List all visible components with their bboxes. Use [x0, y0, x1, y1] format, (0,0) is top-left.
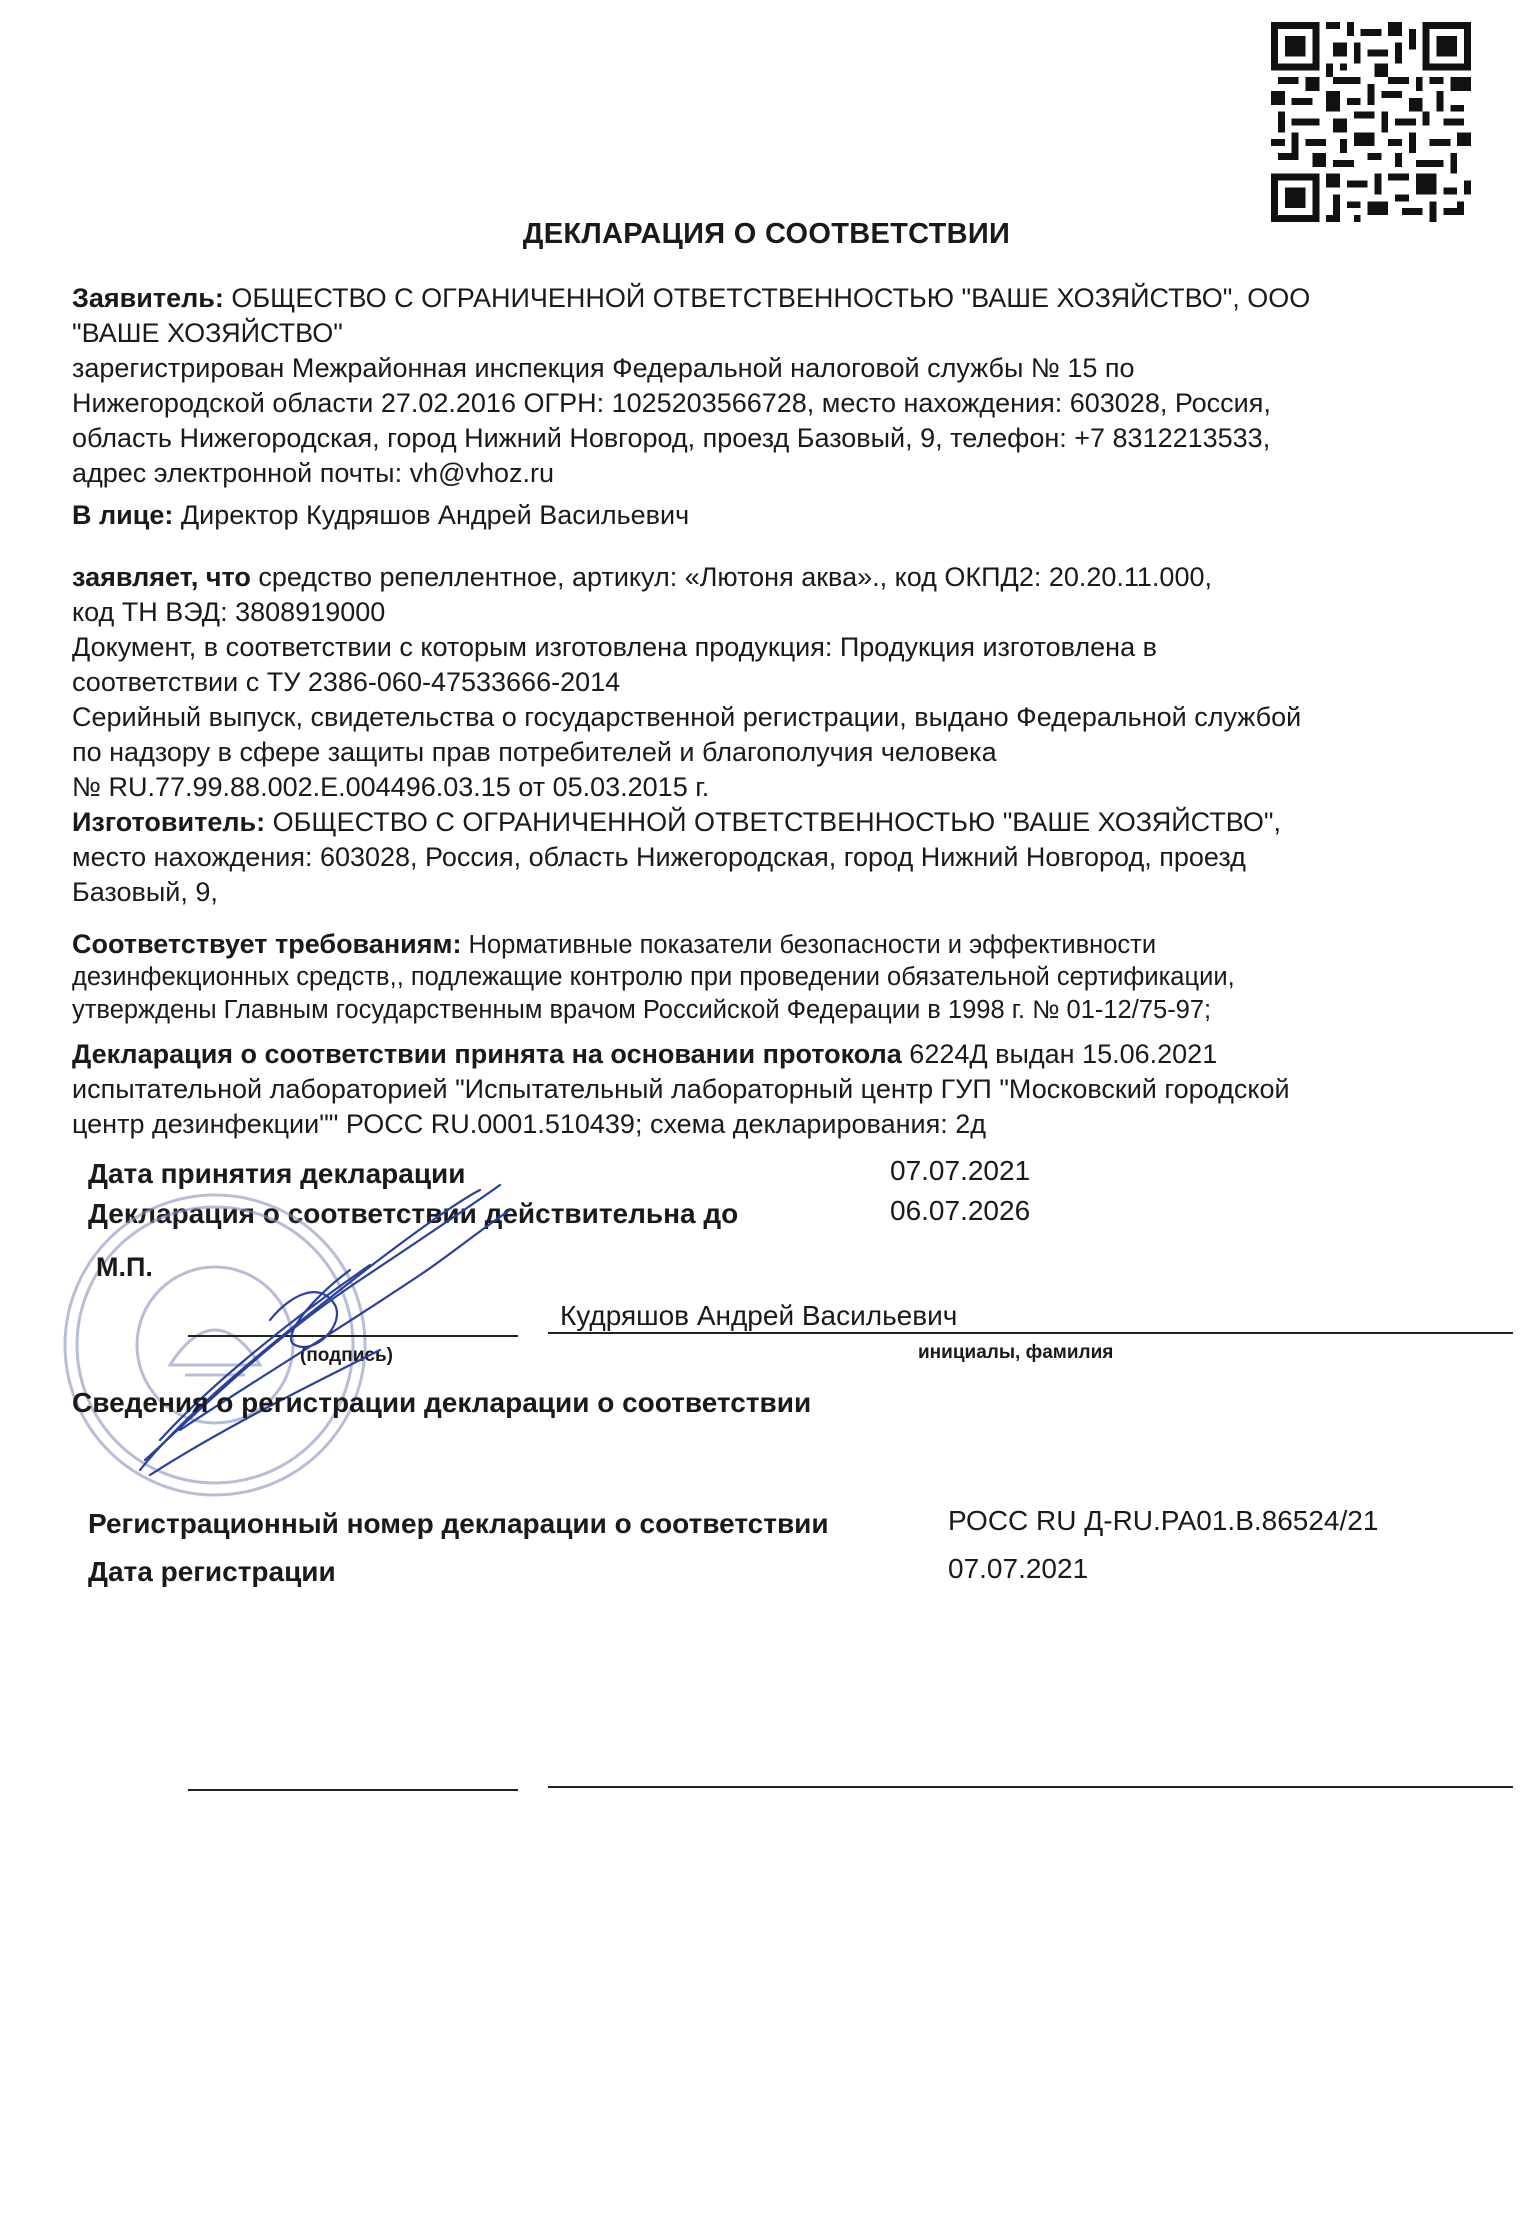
applicant-line-4: Нижегородской области 27.02.2016 ОГРН: 1025203566728, место нахождения: 603028, Россия,	[72, 388, 1271, 418]
protocol-number: 6224Д выдан 15.06.2021	[909, 1039, 1218, 1069]
requirements-text: Нормативные показатели безопасности и эффективности	[468, 931, 1157, 959]
registration-date-value: 07.07.2021	[948, 1553, 1089, 1584]
declares-label: заявляет, что	[72, 562, 251, 592]
qr-code-icon	[1270, 22, 1472, 222]
basis-label: Декларация о соответствии принята на основании протокола	[72, 1039, 902, 1069]
registration-number-label-text: Регистрационный номер декларации о соответствии	[88, 1508, 829, 1539]
person-label: В лице:	[72, 500, 174, 530]
requirements-line-3: утверждены Главным государственным врачом Российской Федерации в 1998 г. № 01-12/75-97;	[72, 996, 1212, 1024]
name-caption: инициалы, фамилия	[918, 1342, 1114, 1363]
requirements-line-1	[72, 927, 1492, 962]
declares-line-1	[72, 560, 1492, 596]
applicant-line-1	[72, 281, 1492, 317]
declares-line-4: соответствии с ТУ 2386-060-47533666-2014	[72, 667, 621, 697]
name-line	[548, 1332, 1513, 1334]
declares-line-2: код ТН ВЭД: 3808919000	[72, 597, 386, 627]
manufacturer-line-1	[72, 805, 1492, 841]
basis-line-3: центр дезинфекции"" РОСС RU.0001.510439; схема декларирования: 2д	[72, 1109, 986, 1139]
registration-date-label-text: Дата регистрации	[88, 1556, 336, 1587]
basis-line-1	[72, 1037, 1492, 1073]
declares-line-6: по надзору в сфере защиты прав потребителей и благополучия человека	[72, 737, 997, 767]
valid-until-value: 06.07.2026	[890, 1195, 1031, 1226]
applicant-line-3: зарегистрирован Межрайонная инспекция Федеральной налоговой службы № 15 по	[72, 353, 1135, 383]
person-value: Директор Кудряшов Андрей Васильевич	[180, 500, 690, 530]
registration-heading-text: Сведения о регистрации декларации о соответствии	[72, 1387, 812, 1418]
manufacturer-line-3: Базовый, 9,	[72, 877, 218, 907]
manufacturer-name: ОБЩЕСТВО С ОГРАНИЧЕННОЙ ОТВЕТСТВЕННОСТЬЮ "ВАШЕ ХОЗЯЙСТВО",	[272, 807, 1281, 837]
signer-name: Кудряшов Андрей Васильевич	[560, 1300, 958, 1331]
basis-line-2: испытательной лабораторией "Испытательный лабораторный центр ГУП "Московский городской	[72, 1074, 1290, 1104]
registration-number-value: РОСС RU Д-RU.РА01.В.86524/21	[948, 1505, 1379, 1536]
requirements-line-2: дезинфекционных средств,, подлежащие контролю при проведении обязательной сертификации,	[72, 963, 1235, 991]
mp-label-text: М.П.	[96, 1252, 153, 1282]
declares-line-7: № RU.77.99.88.002.Е.004496.03.15 от 05.03.2015 г.	[72, 772, 710, 802]
declares-line-5: Серийный выпуск, свидетельства о государственной регистрации, выдано Федеральной службой	[72, 702, 1302, 732]
registration-date-label	[88, 1556, 336, 1588]
applicant-line-6: адрес электронной почты: vh@vhoz.ru	[72, 458, 555, 488]
applicant-name: ОБЩЕСТВО С ОГРАНИЧЕННОЙ ОТВЕТСТВЕННОСТЬЮ "ВАШЕ ХОЗЯЙСТВО", ООО	[231, 283, 1311, 313]
declares-line-3: Документ, в соответствии с которым изготовлена продукция: Продукция изготовлена в	[72, 632, 1157, 662]
product-description: средство репеллентное, артикул: «Лютоня аква»., код ОКПД2: 20.20.11.000,	[258, 562, 1212, 592]
applicant-label: Заявитель:	[72, 283, 224, 313]
registration-number-label	[88, 1508, 829, 1540]
document-title: ДЕКЛАРАЦИЯ О СООТВЕТСТВИИ	[522, 218, 1011, 250]
applicant-line-2: "ВАШЕ ХОЗЯЙСТВО"	[72, 318, 343, 348]
accepted-date-value: 07.07.2021	[890, 1155, 1031, 1186]
requirements-label: Соответствует требованиям:	[72, 929, 462, 959]
person-line	[72, 498, 1492, 534]
bottom-name-line	[548, 1786, 1513, 1788]
applicant-line-5: область Нижегородская, город Нижний Новгород, проезд Базовый, 9, телефон: +7 8312213533,	[72, 423, 1271, 453]
manufacturer-label: Изготовитель:	[72, 807, 266, 837]
registration-heading	[72, 1387, 811, 1419]
valid-until-label-text: Декларация о соответствии действительна до	[88, 1198, 739, 1229]
manufacturer-line-2: место нахождения: 603028, Россия, область Нижегородская, город Нижний Новгород, проезд	[72, 842, 1246, 872]
handwritten-signature	[120, 1170, 560, 1490]
accepted-date-label-text: Дата принятия декларации	[88, 1158, 466, 1189]
bottom-signature-line	[188, 1789, 518, 1791]
signature-caption: (подпись)	[300, 1345, 393, 1366]
